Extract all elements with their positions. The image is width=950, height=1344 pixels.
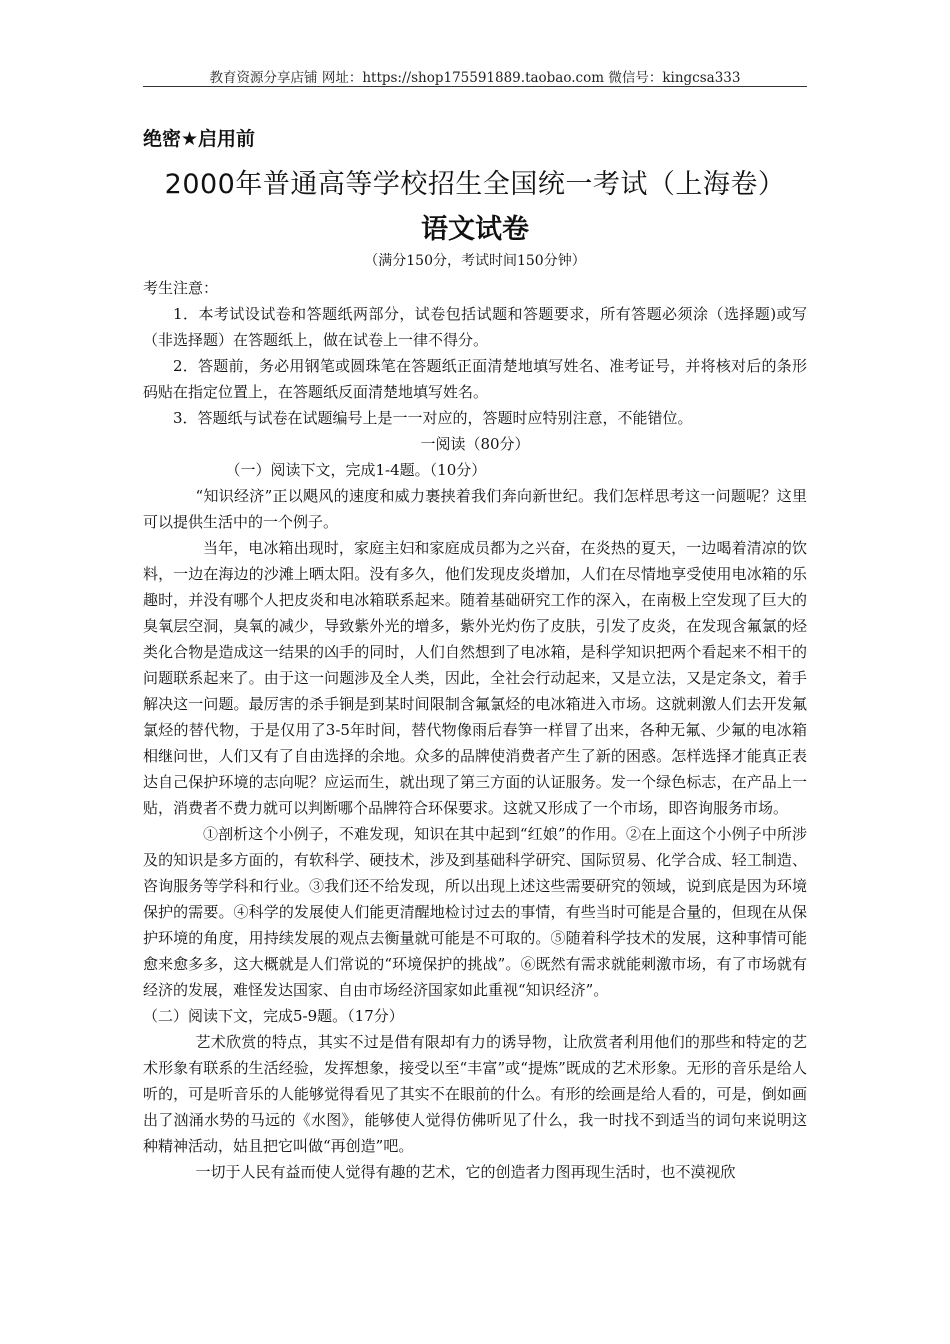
notice-item-1: 1．本考试设试卷和答题纸两部分，试卷包括试题和答题要求，所有答题必须涂（选择题)或写（非选择题）在答题纸上，做在试卷上一律不得分。 <box>143 305 807 349</box>
secret-label: 绝密★启用前 <box>143 128 256 150</box>
section-2-para-1: 艺术欣赏的特点，其实不过是借有限却有力的诱导物，让欣赏者利用他们的那些和特定的艺术形象有联系的生活经验，发挥想象，接受以至“丰富”或“提炼”既成的艺术形象。无形的音乐是给人听的，可是听音乐的人能够觉得看见了其实不在眼前的什么。有形的绘画是给人看的，可是，倒如画出了汹涌水势的马远的《水图》，能够使人觉得仿佛听见了什么，我一时找不到适当的词句来说明这种精神活动，姑且把它叫做“再创造”吧。 <box>143 1033 807 1155</box>
section-2-heading: （二）阅读下文，完成5-9题。（17分） <box>143 1007 404 1025</box>
page-header-text: 教育资源分享店铺 网址：https://shop175591889.taobao.com 微信号：kingcsa333 <box>209 70 741 86</box>
notice-heading: 考生注意： <box>143 279 219 297</box>
header-divider <box>143 86 807 87</box>
exam-subtitle: 语文试卷 <box>421 214 529 245</box>
notice-item-2: 2．答题前，务必用钢笔或圆珠笔在答题纸正面清楚地填写姓名、准考证号，并将核对后的条形码贴在指定位置上，在答题纸反面清楚地填写姓名。 <box>143 357 807 401</box>
score-line: （满分150分，考试时间150分钟） <box>364 253 586 269</box>
section-1-para-2: 当年，电冰箱出现时，家庭主妇和家庭成员都为之兴奋，在炎热的夏天，一边喝着清凉的饮料，一边在海边的沙滩上晒太阳。没有多久，他们发现皮炎增加，人们在尽情地享受使用电冰箱的乐趣时，并没有哪个人把皮炎和电冰箱联系起来。随着基础研究工作的深入，在南极上空发现了巨大的臭氧层空洞，臭氧的减少，导致紫外光的增多，紫外光灼伤了皮肤，引发了皮炎，在发现含氟氯的烃类化合物是造成这一结果的凶手的同时，人们自然想到了电冰箱，是科学知识把两个看起来不相干的问题联系起来了。由于这一问题涉及全人类，因此，全社会行动起来，又是立法，又是定条文，着手解决这一问题。最厉害的杀手锏是到某时间限制含氟氯烃的电冰箱进入市场。这就刺激人们去开发氟氯烃的替代物，于是仅用了3-5年时间，替代物像雨后春笋一样冒了出来，各种无氟、少氟的电冰箱相继问世，人们又有了自由选择的余地。众多的品牌使消费者产生了新的困惑。怎样选择才能真正表达自己保护环境的志向呢？应运而生，就出现了第三方面的认证服务。发一个绿色标志，在产品上一贴，消费者不费力就可以判断哪个品牌符合环保要求。这就又形成了一个市场，即咨询服务市场。 <box>143 539 807 817</box>
section-1-heading: （一）阅读下文，完成1-4题。（10分） <box>225 461 487 479</box>
section-1-para-3: ①剖析这个小例子，不难发现，知识在其中起到“红娘”的作用。②在上面这个小例子中所涉及的知识是多方面的，有软科学、硬技术，涉及到基础科学研究、国际贸易、化学合成、轻工制造、咨询服务等学科和行业。③我们还不给发现，所以出现上述这些需要研究的领域，说到底是因为环境保护的需要。④科学的发展使人们能更清醒地检讨过去的事情，有些当时可能是合量的，但现在从保护环境的角度，用持续发展的观点去衡量就可能是不可取的。⑤随着科学技术的发展，这种事情可能愈来愈多多，这大概就是人们常说的“环境保护的挑战”。⑥既然有需求就能刺激市场，有了市场就有经济的发展，难怪发达国家、自由市场经济国家如此重视“知识经济”。 <box>143 825 807 999</box>
notice-item-3: 3．答题纸与试卷在试题编号上是一一对应的，答题时应特别注意，不能错位。 <box>173 409 693 427</box>
section-1-para-1: “知识经济”正以飓风的速度和威力裹挟着我们奔向新世纪。我们怎样思考这一问题呢？这里可以提供生活中的一个例子。 <box>143 487 807 531</box>
exam-title: 2000年普通高等学校招生全国统一考试（上海卷） <box>164 169 786 200</box>
document-body <box>143 275 807 1185</box>
reading-heading: 一阅读（80分） <box>420 435 530 453</box>
section-2-para-2: 一切于人民有益而使人觉得有趣的艺术，它的创造者力图再现生活时，也不漠视欣 <box>195 1163 736 1181</box>
